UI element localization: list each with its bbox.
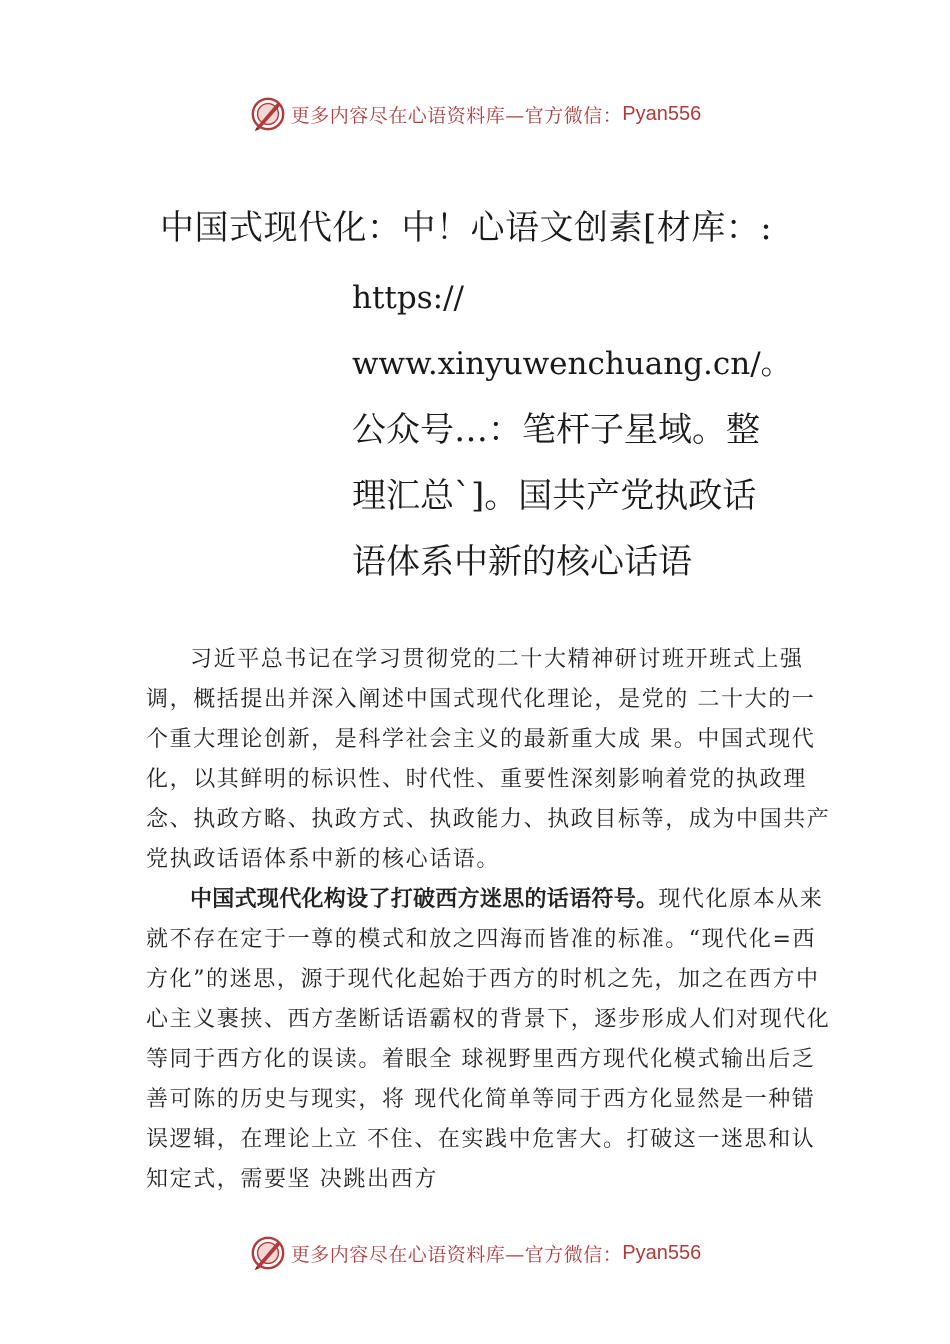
footer-banner	[0, 1231, 950, 1275]
title-first-line: 中国式现代化：中！心语文创素[材库：:	[160, 208, 773, 248]
header-banner	[0, 92, 950, 136]
paragraph-text: 习近平总书记在学习贯彻党的二十大精神研讨班开班式上强调，概括提出并深入阐述中国式现代化理论，是党的 二十大的一个重大理论创新，是科学社会主义的最新重大成 果。中国式现代化，以其鲜明的标识性、时代性、重要性深刻影响着党的执政理念、执政方略、执政方式、执政能力、执政目标等，成为中国共产党执政话语体系中新的核心话语。	[146, 647, 831, 872]
banner-wechat-id: Pyan556	[622, 102, 702, 125]
title-line: 理汇总`]。国共产党执政话	[352, 476, 757, 516]
title-line: 公众号…：笔杆子星域。整	[352, 410, 760, 450]
article-body	[146, 640, 836, 1200]
title-line: 语体系中新的核心话语	[352, 542, 692, 582]
title-line: https://	[352, 280, 464, 316]
banner-wechat-id: Pyan556	[622, 1241, 702, 1264]
banner-text: 更多内容尽在心语资料库—官方微信：	[290, 104, 623, 127]
paragraph	[146, 640, 836, 880]
paragraph	[146, 880, 836, 1200]
paragraph-text: 现代化原本从来就不存在定于一尊的模式和放之四海而皆准的标准。“现代化=西方化”的迷思，源于现代化起始于西方的时机之先，加之在西方中心主义裹挟、西方垄断话语霸权的背景下，逐步形成人们对现代化等同于西方化的误读。着眼全 球视野里西方现代化模式输出后乏善可陈的历史与现实，将 现代化简单等同于西方化显然是一种错误逻辑，在理论上立 不住、在实践中危害大。打破这一迷思和认知定式，需要坚 决跳出西方	[146, 887, 831, 1192]
banner-text: 更多内容尽在心语资料库—官方微信：	[290, 1243, 623, 1266]
pen-logo-icon	[249, 1234, 287, 1272]
title-block	[352, 265, 912, 595]
pen-logo-icon	[249, 95, 287, 133]
paragraph-lead: 中国式现代化构设了打破西方迷思的话语符号。	[190, 887, 659, 912]
title-line: www.xinyuwenchuang.cn/。	[352, 346, 792, 382]
